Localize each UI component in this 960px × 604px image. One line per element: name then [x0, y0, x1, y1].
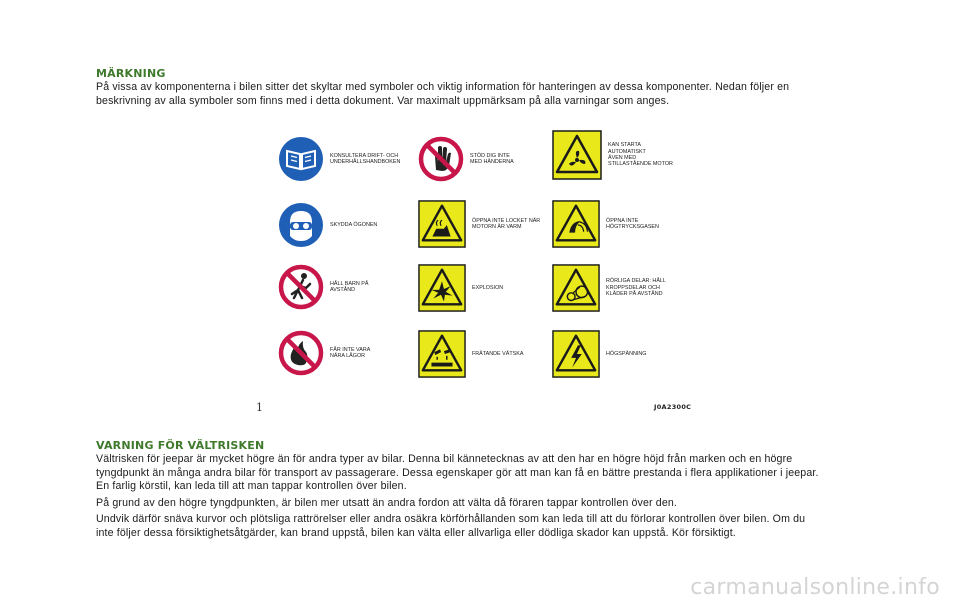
moving-parts-icon	[552, 264, 600, 312]
symbol-hot-coolant	[418, 200, 557, 248]
corrosive-icon	[418, 330, 466, 378]
symbol-moving-parts	[552, 264, 691, 312]
symbol-label: HÖGSPÄNNING	[606, 350, 647, 357]
watermark: carmanualsonline.info	[690, 575, 940, 600]
symbol-label: HÅLL BARN PÅ AVSTÅND	[330, 280, 369, 293]
symbol-protect-eyes	[278, 202, 415, 248]
hot-coolant-icon	[418, 200, 466, 248]
figure-marker: 1	[256, 401, 263, 414]
symbol-explosion	[418, 264, 557, 312]
paragraph-line: Undvik därför snäva kurvor och plötsliga rattrörelser eller andra osäkra körförhållanden som kan leda till att du förlorar kontrollen över bilen. Om du	[96, 513, 806, 526]
symbol-high-voltage	[552, 330, 691, 378]
goggles-icon	[278, 202, 324, 248]
section-paragraph-markning	[96, 81, 876, 108]
symbol-keep-children-away	[278, 264, 415, 310]
explosion-icon	[418, 264, 466, 312]
symbol-label: STÖD DIG INTE MED HÄNDERNA	[470, 152, 514, 165]
paragraph-line: Vältrisken för jeepar är mycket högre än för andra typer av bilar. Denna bil kännetecknas av att den har en högre höjd från marken och en högre	[96, 453, 793, 465]
paragraph-line: På grund av den högre tyngdpunkten, är bilen mer utsatt än andra fordon att välta då föraren tappar kontrollen över den.	[96, 496, 678, 509]
symbol-label: EXPLOSION	[472, 284, 504, 291]
symbol-corrosive	[418, 330, 557, 378]
symbol-consult-manual	[278, 136, 415, 182]
section-heading-markning: MÄRKNING	[96, 67, 166, 80]
no-children-icon	[278, 264, 324, 310]
symbol-label: KONSULTERA DRIFT- OCH UNDERHÅLLSHANDBOKEN	[330, 152, 401, 165]
book-icon	[278, 136, 324, 182]
paragraph-line: En farlig körstil, kan leda till att man tappar kontrollen över bilen.	[96, 480, 407, 493]
no-flame-icon	[278, 330, 324, 376]
symbol-label: SKYDDA ÖGONEN	[330, 221, 378, 228]
no-hand-icon	[418, 136, 464, 182]
paragraph-line: beskrivning av alla symboler som finns med i detta dokument. Var maximalt uppmärksam på alla varningar som anges.	[96, 94, 670, 107]
fan-warning-icon	[552, 130, 602, 180]
symbol-label: FÅR INTE VARA NÄRA LÅGOR	[330, 346, 371, 359]
symbol-label: ÖPPNA INTE HÖGTRYCKSGASEN	[606, 217, 659, 230]
symbol-automatic-start	[552, 130, 693, 180]
pressure-icon	[552, 200, 600, 248]
figure-code: J0A2300C	[654, 403, 692, 411]
section-heading-valtrisk: VARNING FÖR VÄLTRISKEN	[96, 439, 265, 452]
symbol-label: RÖRLIGA DELAR: HÅLL KROPPSDELAR OCH KLÄDER PÅ AVSTÅND	[606, 278, 666, 298]
symbols-figure	[270, 130, 700, 390]
section-paragraph-valtrisk	[96, 453, 876, 541]
symbol-label: KAN STARTA AUTOMATISKT ÄVEN MED STILLASTÅENDE MOTOR	[608, 142, 673, 168]
paragraph-line: tyngdpunkt än många andra bilar för transport av passagerare. Dessa egenskaper gör att man kan få en bättre prestanda i flera applikationer i jeepar.	[96, 466, 819, 479]
paragraph-line: På vissa av komponenterna i bilen sitter det skyltar med symboler och viktig information för hanteringen av dessa komponenter. Nedan följer en	[96, 81, 790, 93]
symbol-label: ÖPPNA INTE LOCKET NÄR MOTORN ÄR VARM	[472, 217, 541, 230]
paragraph-line: inte följer dessa försiktighetsåtgärder, kan brand uppstå, bilen kan välta eller allvarliga eller dödliga skador kan uppstå. Kör försiktigt.	[96, 526, 736, 539]
symbol-high-pressure	[552, 200, 691, 248]
symbol-no-flames	[278, 330, 415, 376]
high-voltage-icon	[552, 330, 600, 378]
symbol-no-hand	[418, 136, 555, 182]
symbol-label: FRÄTANDE VÄTSKA	[472, 350, 524, 357]
